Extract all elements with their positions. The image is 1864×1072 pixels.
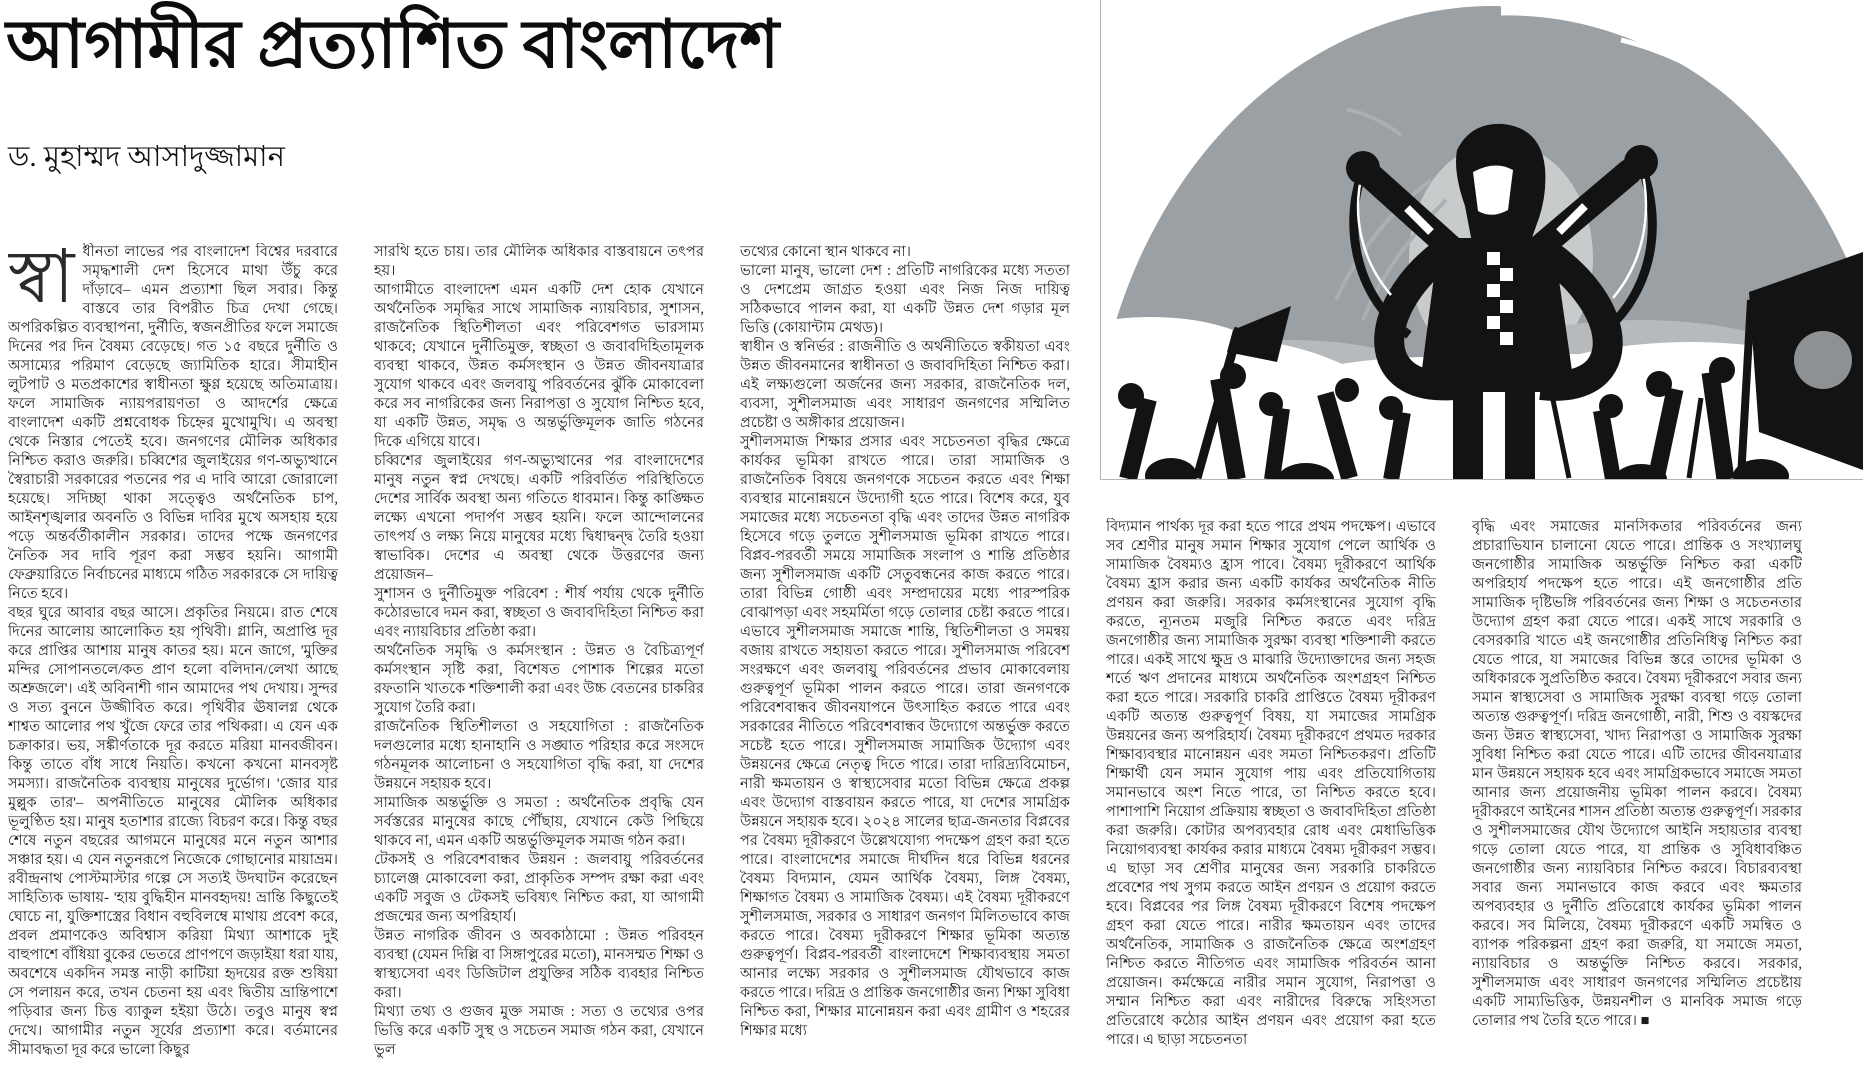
paragraph: আগামীতে বাংলাদেশ এমন একটি দেশ হোক যেখানে অর্থনৈতিক সমৃদ্ধির সাথে সামাজিক ন্যায়বিচার, সুশাসন, রাজনৈতিক স্থিতিশীলতা এবং পরিবেশগত ভারসাম্য থাকবে; যেখানে দুর্নীতিমুক্ত, স্বচ্ছতা ও জবাবদিহিতামূলক ব্যবস্থা থাকবে, উন্নত কর্মসংস্থান ও উন্নত জীবনযাত্রার সুযোগ থাকবে এবং জলবায়ু পরিবর্তনের ঝুঁকি মোকাবেলা করে সব নাগরিকের জন্য নিরাপত্তা ও সুযোগ নিশ্চিত হবে, যা একটি উন্নত, সমৃদ্ধ ও অন্তর্ভুক্তিমূলক জাতি গঠনের দিকে এগিয়ে যাবে। bbox=[374, 282, 704, 450]
paragraph: টেকসই ও পরিবেশবান্ধব উন্নয়ন : জলবায়ু পরিবর্তনের চ্যালেঞ্জ মোকাবেলা করা, প্রাকৃতিক সম্পদ রক্ষা করা এবং একটি সবুজ ও টেকসই ভবিষ্যৎ নিশ্চিত করা, যা আগামী প্রজন্মের জন্য অপরিহার্য। bbox=[374, 852, 704, 925]
paragraph: বছর ঘুরে আবার বছর আসে। প্রকৃতির নিয়মে। রাত শেষে দিনের আলোয় আলোকিত হয় পৃথিবী। গ্লানি, অপ্রাপ্তি দূর করে প্রাপ্তির আশায় মানুষ কাতর হয়। মনে জাগে, 'মুক্তির মন্দির সোপানতলে/কত প্রাণ হলো বলিদান/লেখা আছে অশ্রুজলে'। এই অবিনাশী গান আমাদের পথ দেখায়। সুন্দর ও সত্য বুননে উজ্জীবিত করে। পৃথিবীর ঊষালগ্ন থেকে শাশ্বত আলোর পথ খুঁজে ফেরে তার পথিকরা। এ যেন এক চক্রাকার। ভয়, সঙ্কীর্ণতাকে দূর করতে মরিয়া মানবজীবন। কিন্তু তাতে বাঁধ সাধে নিয়তি। কখনো কখনো মানবসৃষ্ট সমস্যা। রাজনৈতিক ব্যবস্থায় মানুষের দুর্ভোগ। 'জোর যার মুল্লুক তার'– অপনীতিতে মানুষের মৌলিক অধিকার ভূলুণ্ঠিত হয়। মানুষ হতাশার রাজ্যে বিচরণ করে। কিন্তু বছর শেষে নতুন বছরের আগমনে মানুষের মনে নতুন আশার সঞ্চার হয়। এ যেন নতুনরূপে নিজেকে গোছানোর মায়াভ্রম। রবীন্দ্রনাথ পোস্টমাস্টার গল্পে সে সত্যই উদঘাটন করেছেন সাহিত্যিক ভাষায়- 'হায় বুদ্ধিহীন মানবহৃদয়! ভ্রান্তি কিছুতেই ঘোচে না, যুক্তিশাস্ত্রের বিধান বহুবিলম্বে মাথায় প্রবেশ করে, প্রবল প্রমাণকেও অবিশ্বাস করিয়া মিথ্যা আশাকে দুই বাহুপাশে বাঁধিয়া বুকের ভেতরে প্রাণপণে জড়াইয়া ধরা যায়, অবশেষে একদিন সমস্ত নাড়ী কাটিয়া হৃদয়ের রক্ত শুষিয়া সে পলায়ন করে, তখন চেতনা হয় এবং দ্বিতীয় ভ্রান্তিপাশে পড়িবার জন্য চিত্ত ব্যাকুল হইয়া উঠে। তবুও মানুষ স্বপ্ন দেখে। আগামীর নতুন সূর্যের প্রত্যাশা করে। বর্তমানের সীমাবদ্ধতা দূর করে ভালো কিছুর bbox=[8, 605, 338, 1058]
text-column-1 bbox=[8, 243, 338, 1059]
paragraph: সুশীলসমাজ শিক্ষার প্রসার এবং সচেতনতা বৃদ্ধির ক্ষেত্রে কার্যকর ভূমিকা রাখতে পারে। তারা সামাজিক ও রাজনৈতিক বিষয়ে জনগণকে সচেতন করতে এবং শিক্ষা ব্যবস্থার মানোন্নয়নে উদ্যোগী হতে পারে। বিশেষ করে, যুব সমাজের মধ্যে সচেতনতা বৃদ্ধি এবং তাদের উন্নত নাগরিক হিসেবে গড়ে তুলতে সুশীলসমাজ ভূমিকা রাখতে পারে। বিপ্লব-পরবর্তী সময়ে সামাজিক সংলাপ ও শান্তি প্রতিষ্ঠার জন্য সুশীলসমাজ একটি সেতুবন্ধনের কাজ করতে পারে। তারা বিভিন্ন গোষ্ঠী এবং সম্প্রদায়ের মধ্যে পারস্পরিক বোঝাপড়া এবং সহমর্মিতা গড়ে তোলার চেষ্টা করতে পারে। এভাবে সুশীলসমাজ সমাজে শান্তি, স্থিতিশীলতা ও সমন্বয় বজায় রাখতে সহায়তা করতে পারে। সুশীলসমাজ পরিবেশ সংরক্ষণে এবং জলবায়ু পরিবর্তনের প্রভাব মোকাবেলায় গুরুত্বপূর্ণ ভূমিকা পালন করতে পারে। তারা জনগণকে পরিবেশবান্ধব জীবনযাপনে উৎসাহিত করতে পারে এবং সরকারের নীতিতে পরিবেশবান্ধব উদ্যোগে অন্তর্ভুক্ত করতে সচেষ্ট হতে পারে। সুশীলসমাজ সামাজিক উদ্যোগ এবং উন্নয়নের ক্ষেত্রে নেতৃত্ব দিতে পারে। তারা দারিদ্র্যবিমোচন, নারী ক্ষমতায়ন ও স্বাস্থ্যসেবার মতো বিভিন্ন ক্ষেত্রে প্রকল্প এবং উদ্যোগ বাস্তবায়ন করতে পারে, যা দেশের সামগ্রিক উন্নয়নে সহায়ক হবে। ২০২৪ সালের ছাত্র-জনতার বিপ্লবের পর বৈষম্য দূরীকরণে উল্লেখযোগ্য পদক্ষেপ গ্রহণ করা হতে পারে। বাংলাদেশের সমাজে দীর্ঘদিন ধরে বিভিন্ন ধরনের বৈষম্য বিদ্যমান, যেমন আর্থিক বৈষম্য, লিঙ্গ বৈষম্য, শিক্ষাগত বৈষম্য ও সামাজিক বৈষম্য। এই বৈষম্য দূরীকরণে সুশীলসমাজ, সরকার ও সাধারণ জনগণ মিলিতভাবে কাজ করতে পারে। বৈষম্য দূরীকরণে শিক্ষার ভূমিকা অত্যন্ত গুরুত্বপূর্ণ। বিপ্লব-পরবর্তী বাংলাদেশে শিক্ষাব্যবস্থায় সমতা আনার লক্ষ্যে সরকার ও সুশীলসমাজ যৌথভাবে কাজ করতে পারে। দরিদ্র ও প্রান্তিক জনগোষ্ঠীর জন্য শিক্ষা সুবিধা নিশ্চিত করা, শিক্ষার মানোন্নয়ন করা এবং গ্রামীণ ও শহরের শিক্ষার মধ্যে bbox=[740, 434, 1070, 1039]
paragraph: চব্বিশের জুলাইয়ের গণ-অভ্যুত্থানের পর বাংলাদেশের মানুষ নতুন স্বপ্ন দেখছে। একটি পরিবর্তিত পরিস্থিতিতে দেশের সার্বিক অবস্থা অন্য গতিতে ধাবমান। কিন্তু কাঙ্ক্ষিত লক্ষ্যে এখনো পদার্পণ সম্ভব হয়নি। ফলে আন্দোলনের তাৎপর্য ও লক্ষ্য নিয়ে মানুষের মধ্যে দ্বিধাদ্বন্দ্ব তৈরি হওয়া স্বাভাবিক। দেশের এ অবস্থা থেকে উত্তরণের জন্য প্রয়োজন– bbox=[374, 453, 704, 583]
protest-illustration bbox=[1100, 0, 1863, 480]
paragraph: মিথ্যা তথ্য ও গুজব মুক্ত সমাজ : সত্য ও তথ্যের ওপর ভিত্তি করে একটি সুস্থ ও সচেতন সমাজ গঠন করা, যেখানে ভুল bbox=[374, 1004, 704, 1058]
paragraph: সারথি হতে চায়। তার মৌলিক অধিকার বাস্তবায়নে তৎপর হয়। bbox=[374, 244, 704, 279]
paragraph: স্বাধীন ও স্বনির্ভর : রাজনীতি ও অর্থনীতিতে স্বকীয়তা এবং উন্নত জীবনমানের স্বাধীনতা ও জবাবদিহিতা নিশ্চিত করা। এই লক্ষ্যগুলো অর্জনের জন্য সরকার, রাজনৈতিক দল, ব্যবসা, সুশীলসমাজ এবং সাধারণ জনগণের সম্মিলিত প্রচেষ্টা ও অঙ্গীকার প্রয়োজন। bbox=[740, 339, 1070, 431]
drop-cap: স্বা bbox=[8, 243, 75, 319]
paragraph: ভালো মানুষ, ভালো দেশ : প্রতিটি নাগরিকের মধ্যে সততা ও দেশপ্রেম জাগ্রত হওয়া এবং নিজ নিজ দায়িত্ব সঠিকভাবে পালন করা, যা একটি উন্নত দেশ গড়ার মূল ভিত্তি (কোয়ান্টাম মেথড)। bbox=[740, 263, 1070, 336]
paragraph: সুশাসন ও দুর্নীতিমুক্ত পরিবেশ : শীর্ষ পর্যায় থেকে দুর্নীতি কঠোরভাবে দমন করা, স্বচ্ছতা ও জবাবদিহিতা নিশ্চিত করা এবং ন্যায়বিচার প্রতিষ্ঠা করা। bbox=[374, 586, 704, 640]
text-column-5 bbox=[1472, 518, 1802, 1059]
paragraph: বৃদ্ধি এবং সমাজের মানসিকতার পরিবর্তনের জন্য প্রচারাভিযান চালানো যেতে পারে। প্রান্তিক ও সংখ্যালঘু জনগোষ্ঠীর সামাজিক অন্তর্ভুক্তি নিশ্চিত করা একটি অপরিহার্য পদক্ষেপ হতে পারে। এই জনগোষ্ঠীর প্রতি সামাজিক দৃষ্টিভঙ্গি পরিবর্তনের জন্য শিক্ষা ও সচেতনতার উদ্যোগ গ্রহণ করা যেতে পারে। একই সাথে সরকারি ও বেসরকারি খাতে এই জনগোষ্ঠীর প্রতিনিধিত্ব নিশ্চিত করা যেতে পারে, যা সমাজের বিভিন্ন স্তরে তাদের ভূমিকা ও অধিকারকে সুপ্রতিষ্ঠিত করবে। বৈষম্য দূরীকরণে সবার জন্য সমান স্বাস্থ্যসেবা ও সামাজিক সুরক্ষা ব্যবস্থা গড়ে তোলা অত্যন্ত গুরুত্বপূর্ণ। দরিদ্র জনগোষ্ঠী, নারী, শিশু ও বয়স্কদের জন্য উন্নত স্বাস্থ্যসেবা, খাদ্য নিরাপত্তা ও সামাজিক সুরক্ষা সুবিধা নিশ্চিত করা যেতে পারে। এটি তাদের জীবনযাত্রার মান উন্নয়নে সহায়ক হবে এবং সামগ্রিকভাবে সমাজে সমতা আনার জন্য প্রয়োজনীয় ভূমিকা পালন করবে। বৈষম্য দূরীকরণে আইনের শাসন প্রতিষ্ঠা অত্যন্ত গুরুত্বপূর্ণ। সরকার ও সুশীলসমাজের যৌথ উদ্যোগে আইনি সহায়তার ব্যবস্থা গড়ে তোলা যেতে পারে, যা প্রান্তিক ও সুবিধাবঞ্চিত জনগোষ্ঠীর জন্য ন্যায়বিচার নিশ্চিত করবে। বিচারব্যবস্থা সবার জন্য সমানভাবে কাজ করবে এবং ক্ষমতার অপব্যবহার ও দুর্নীতি প্রতিরোধে কার্যকর ভূমিকা পালন করবে। সব মিলিয়ে, বৈষম্য দূরীকরণে একটি সমন্বিত ও ব্যাপক পরিকল্পনা গ্রহণ করা জরুরি, যা সমাজে সমতা, ন্যায়বিচার ও অন্তর্ভুক্তি নিশ্চিত করবে। সরকার, সুশীলসমাজ এবং সাধারণ জনগণের সম্মিলিত প্রচেষ্টায় একটি সাম্যভিত্তিক, উন্নয়নশীল ও মানবিক সমাজ গড়ে তোলার পথ তৈরি হতে পারে। ■ bbox=[1472, 519, 1802, 1029]
text-column-4 bbox=[1106, 518, 1436, 1059]
lead-paragraph bbox=[8, 243, 338, 604]
article-author-byline: ড. মুহাম্মদ আসাদুজ্জামান bbox=[8, 141, 285, 173]
paragraph: রাজনৈতিক স্থিতিশীলতা ও সহযোগিতা : রাজনৈতিক দলগুলোর মধ্যে হানাহানি ও সঙ্ঘাত পরিহার করে সংসদে গঠনমূলক আলোচনা ও সহযোগিতা বৃদ্ধি করা, যা দেশের উন্নয়নে সহায়ক হবে। bbox=[374, 719, 704, 792]
lead-text: ধীনতা লাভের পর বাংলাদেশ বিশ্বের দরবারে সমৃদ্ধশালী দেশ হিসেবে মাথা উঁচু করে দাঁড়াবে– এমন প্রত্যাশা ছিল সবার। কিন্তু বাস্তবে তার বিপরীত চিত্র দেখা গেছে। অপরিকল্পিত ব্যবস্থাপনা, দুর্নীতি, স্বজনপ্রীতির ফলে সমাজে দিনের পর দিন বৈষম্য বেড়েছে। গত ১৫ বছরে দুর্নীতি ও অসাম্যের পরিমাণ বেড়েছে জ্যামিতিক হারে। সীমাহীন লুটপাট ও মতপ্রকাশের স্বাধীনতা ক্ষুণ্ণ হয়েছে অতিমাত্রায়। ফলে সামাজিক ন্যায়পরায়ণতা ও আদর্শের ক্ষেত্রে বাংলাদেশ একটি প্রশ্নবোধক চিহ্নের মুখোমুখি। এ অবস্থা থেকে নিস্তার পেতেই হবে। জনগণের মৌলিক অধিকার নিশ্চিত করাও জরুরি। চব্বিশের জুলাইয়ের গণ-অভ্যুত্থানে স্বৈরাচারী সরকারের পতনের পর এ দাবি আরো জোরালো হয়েছে। সদিচ্ছা থাকা সত্ত্বেও অর্থনৈতিক চাপ, আইনশৃঙ্খলার অবনতি ও বিভিন্ন দাবির মুখে অসহায় হয়ে পড়ে অন্তর্বর্তীকালীন সরকার। তাদের পক্ষে জনগণের নৈতিক সব দাবি পূরণ করা সম্ভব হয়নি। আগামী ফেব্রুয়ারিতে নির্বাচনের মাধ্যমে গঠিত সরকারকে সে দায়িত্ব নিতে হবে। bbox=[8, 244, 338, 602]
protest-illustration-svg bbox=[1101, 0, 1863, 479]
paragraph: অর্থনৈতিক সমৃদ্ধি ও কর্মসংস্থান : উন্নত ও বৈচিত্র্যপূর্ণ কর্মসংস্থান সৃষ্টি করা, বিশেষত পোশাক শিল্পের মতো রফতানি খাতকে শক্তিশালী করা এবং উচ্চ বেতনের চাকরির সুযোগ তৈরি করা। bbox=[374, 643, 704, 716]
paragraph: উন্নত নাগরিক জীবন ও অবকাঠামো : উন্নত পরিবহন ব্যবস্থা (যেমন দিল্লি বা সিঙ্গাপুরের মতো), মানসম্মত শিক্ষা ও স্বাস্থ্যসেবা এবং ডিজিটাল প্রযুক্তির সঠিক ব্যবহার নিশ্চিত করা। bbox=[374, 928, 704, 1001]
paragraph: বিদ্যমান পার্থক্য দূর করা হতে পারে প্রথম পদক্ষেপ। এভাবে সব শ্রেণীর মানুষ সমান শিক্ষার সুযোগ পেলে আর্থিক ও সামাজিক বৈষম্যও হ্রাস পাবে। বৈষম্য দূরীকরণে আর্থিক বৈষম্য হ্রাস করার জন্য একটি কার্যকর অর্থনৈতিক নীতি প্রণয়ন করা জরুরি। সরকার কর্মসংস্থানের সুযোগ বৃদ্ধি করতে, ন্যূনতম মজুরি নিশ্চিত করতে এবং দরিদ্র জনগোষ্ঠীর জন্য সামাজিক সুরক্ষা ব্যবস্থা শক্তিশালী করতে পারে। একই সাথে ক্ষুদ্র ও মাঝারি উদ্যোক্তাদের জন্য সহজ শর্তে ঋণ প্রদানের মাধ্যমে অর্থনৈতিক অংশগ্রহণ নিশ্চিত করা হতে পারে। সরকারি চাকরি প্রাপ্তিতে বৈষম্য দূরীকরণ একটি অত্যন্ত গুরুত্বপূর্ণ বিষয়, যা সমাজের সামগ্রিক উন্নয়নের জন্য অপরিহার্য। বৈষম্য দূরীকরণে প্রথমত দরকার শিক্ষাব্যবস্থার মানোন্নয়ন এবং সমতা নিশ্চিতকরণ। প্রতিটি শিক্ষার্থী যেন সমান সুযোগ পায় এবং প্রতিযোগিতায় সমানভাবে অংশ নিতে পারে, তা নিশ্চিত করতে হবে। পাশাপাশি নিয়োগ প্রক্রিয়ায় স্বচ্ছতা ও জবাবদিহিতা প্রতিষ্ঠা করা জরুরি। কোটার অপব্যবহার রোধ এবং মেধাভিত্তিক নিয়োগব্যবস্থা কার্যকর করার মাধ্যমে বৈষম্য দূরীকরণ সম্ভব। এ ছাড়া সব শ্রেণীর মানুষের জন্য সরকারি চাকরিতে প্রবেশের পথ সুগম করতে আইন প্রণয়ন ও প্রয়োগ করতে হবে। বিপ্লবের পর লিঙ্গ বৈষম্য দূরীকরণে বিশেষ পদক্ষেপ গ্রহণ করা যেতে পারে। নারীর ক্ষমতায়ন এবং তাদের অর্থনৈতিক, সামাজিক ও রাজনৈতিক ক্ষেত্রে অংশগ্রহণ নিশ্চিত করতে নীতিগত এবং সামাজিক পরিবর্তন আনা প্রয়োজন। কর্মক্ষেত্রে নারীর সমান সুযোগ, নিরাপত্তা ও সম্মান নিশ্চিত করা এবং নারীদের বিরুদ্ধে সহিংসতা প্রতিরোধে কঠোর আইন প্রণয়ন এবং প্রয়োগ করা হতে পারে। এ ছাড়া সচেতনতা bbox=[1106, 519, 1436, 1048]
paragraph: তথ্যের কোনো স্থান থাকবে না। bbox=[740, 244, 911, 260]
paragraph: সামাজিক অন্তর্ভুক্তি ও সমতা : অর্থনৈতিক প্রবৃদ্ধি যেন সর্বস্তরের মানুষের কাছে পৌঁছায়, যেখানে কেউ পিছিয়ে থাকবে না, এমন একটি অন্তর্ভুক্তিমূলক সমাজ গঠন করা। bbox=[374, 795, 704, 849]
article-headline: আগামীর প্রত্যাশিত বাংলাদেশ bbox=[6, 8, 780, 82]
text-column-3 bbox=[740, 243, 1070, 1059]
column-1-paragraphs bbox=[8, 604, 338, 1059]
text-column-2 bbox=[374, 243, 704, 1059]
